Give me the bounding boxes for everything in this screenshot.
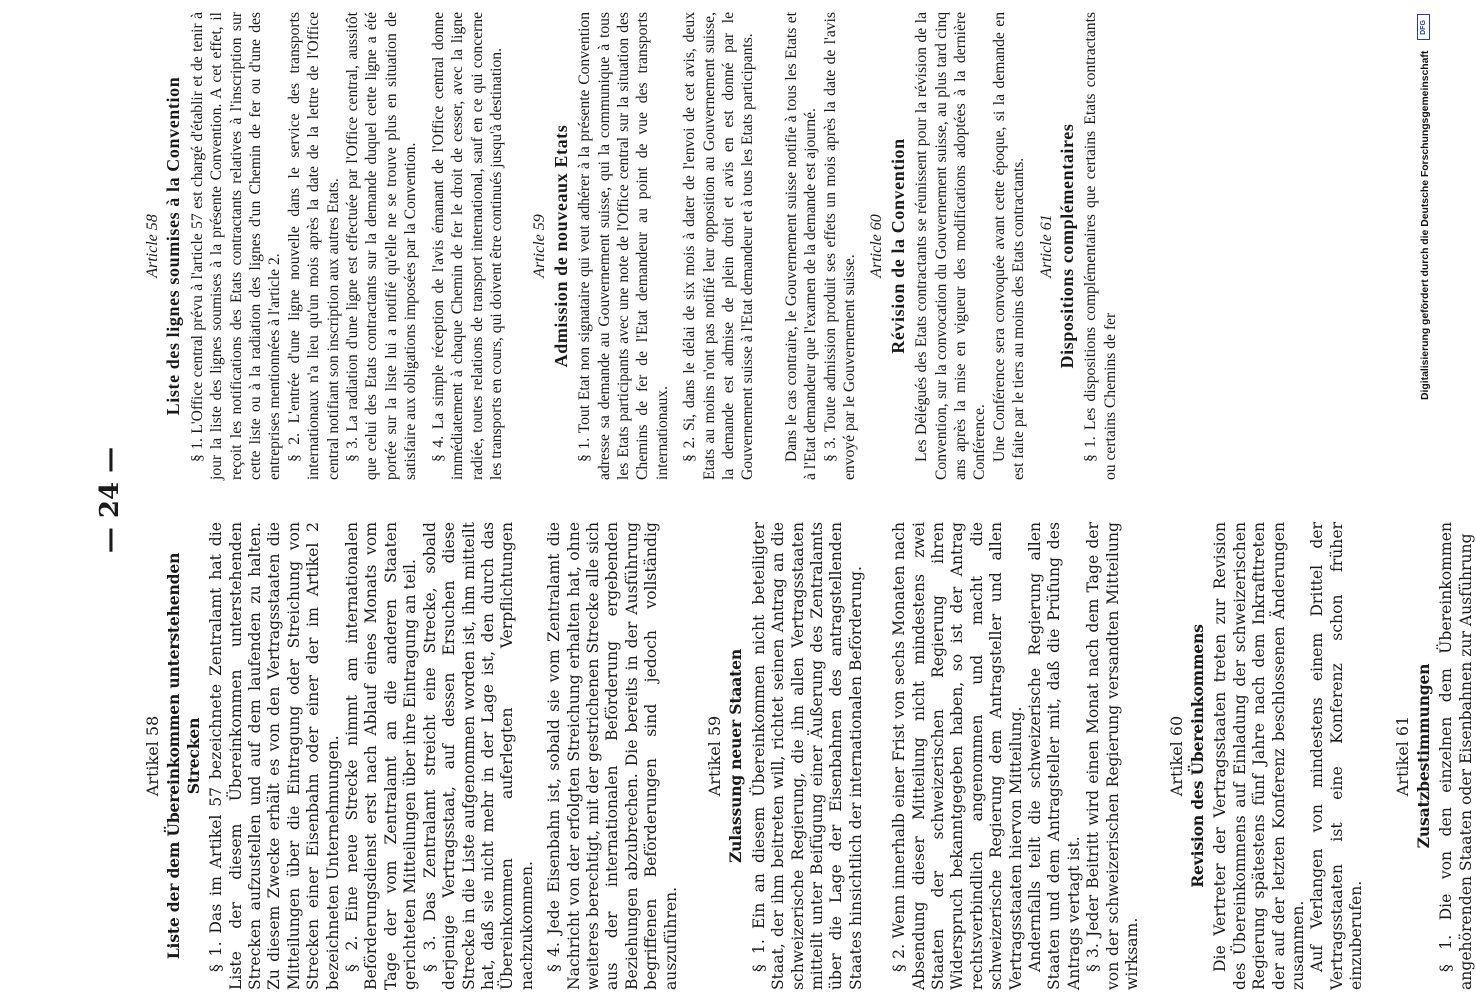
paragraph: § 2. L'entrée d'une ligne nouvelle dans le service des transports internationaux n'a lieu qu'un mois après la date de la lettre de l'Office central notifiant son inscription aux autres Etats. [285, 12, 342, 480]
article-heading: Artikel 60 [1166, 715, 1186, 797]
article-heading: Artikel 59 [704, 715, 724, 797]
paragraph: Andernfalls teilt die schweizerische Regierung allen Staaten und dem Antragsteller mit, daß die Prüfung des Antrags vertagt ist. [1026, 522, 1083, 990]
article-heading: Article 59 [531, 214, 549, 278]
paragraph: § 1. Die von den einzelnen dem Übereinkommen angehörenden Staaten oder Eisenbahnen zur Ausführung [1437, 522, 1475, 990]
digitization-credit-bar [1413, 8, 1433, 998]
paragraph: § 3. La radiation d'une ligne est effectuée par l'Office central, aussitôt que celui des Etats contractants sur la demande duquel cette ligne a été portée sur la liste lui a notifié qu'elle ne se trouve plus en situation de satisfaire aux obligations imposées par la Convention. [344, 12, 420, 480]
paragraph: § 1. L'Office central prévu à l'article 57 est chargé d'établir et de tenir à jour la liste des lignes soumises à la présente Convention. A cet effet, il reçoit les notifications des Etats contractants relatives à l'inscription sur cette liste ou à la radiation des lignes d'un Chemin de fer ou d'une des entreprises mentionnées à l'article 2. [188, 12, 284, 480]
paragraph: Auf Verlangen von mindestens einem Drittel der Vertragsstaaten ist eine Konferenz schon früher einzuberufen. [1308, 522, 1366, 990]
paragraph: § 4. Jede Eisenbahn ist, sobald sie vom Zentralamt die Nachricht von der erfolgten Streichung erhalten hat, ohne weiteres berechtigt, mit der gestrichenen Strecke alle sich aus der internationalen Beförderung ergebenden Beziehungen abzubrechen. Die bereits in der Ausführung begriffenen Beförderungen sind jedoch vollständig auszuführen. [545, 522, 680, 990]
dfg-logo-text: DFG [1420, 19, 1427, 35]
article-title: Revision des Übereinkommens [1187, 624, 1207, 888]
paragraph: § 2. Eine neue Strecke nimmt am internationalen Beförderungsdienst erst nach Ablauf eines Monats vom Tage der vom Zentralamt an die anderen Staaten gerichteten Mitteilungen über ihre Eintragung an teil. [343, 522, 420, 990]
paragraph: Une Conférence sera convoquée avant cette époque, si la demande en est faite par le tiers au moins des Etats contractants. [990, 12, 1028, 480]
article-heading: Article 58 [144, 214, 161, 278]
paragraph: § 1. Tout Etat non signataire qui veut adhérer à la présente Convention adresse sa demande au Gouvernement suisse, qui la communique à tous les Etats participants avec une note de l'Office central sur la situation des Chemins de fer de l'Etat demandeur au point de vue des transports internationaux. [576, 12, 671, 480]
paragraph: § 3. Das Zentralamt streicht eine Strecke, sobald derjenige Vertragsstaat, auf dessen Ersuchen diese Strecke in die Liste aufgenommen worden ist, ihm mitteilt hat, daß sie nicht mehr in der Lage ist, den durch das Übereinkommen auferlegten Verpflichtungen nachzukommen. [420, 522, 536, 990]
digitization-credit-text: Digitalisierung gefördert durch die Deutsche Forschungsgemeinschaft [1420, 50, 1431, 400]
paragraph: § 2. Wenn innerhalb einer Frist von sechs Monaten nach Absendung dieser Mitteilung nicht mindestens zwei Staaten der schweizerischen Regierung ihren Widerspruch bekanntgegeben haben, so ist der Antrag rechtsverbindlich angenommen und macht die schweizerische Regierung dem Antragsteller und allen Vertragsstaaten hiervon Mitteilung. [890, 522, 1025, 990]
article-heading: Artikel 58 [143, 715, 162, 797]
article-title: Zusatzbestimmungen [1413, 663, 1433, 849]
paragraph: Die Vertreter der Vertragsstaaten treten zur Revision des Übereinkommens auf Einladung der schweizerischen Regierung spätestens fünf Jahre nach dem Inkrafttreten der auf der letzten Konferenz beschlossenen Änderungen zusammen. [1211, 522, 1307, 990]
article-heading: Article 60 [868, 214, 886, 278]
article-title: Dispositions complémentaires [1057, 123, 1078, 369]
article-title: Liste des lignes soumises à la Convention [163, 76, 184, 416]
paragraph: Les Délégués des Etats contractants se réunissent pour la révision de la Convention, sur la convocation du Gouvernement suisse, au plus tard cinq ans après la mise en vigueur des modifications adoptées à la dernière Conférence. [913, 12, 989, 480]
paragraph: § 4. La simple réception de l'avis émanant de l'Office central donne immédiatement à chaque Chemin de fer le droit de cesser, avec la ligne radiée, toutes relations de transport international, sauf en ce qui concerne les transports en cours, qui doivent être continués jusqu'à destination. [429, 12, 505, 480]
paragraph: § 1. Ein an diesem Übereinkommen nicht beteiligter Staat, der ihm beitreten will, richtet seinen Antrag an die schweizerische Regierung, die ihn allen Vertragsstaaten mitteilt unter Beifügung einer Äußerung des Zentralamts über die Lage der Eisenbahnen des antragstellenden Staates hinsichtlich der internationalen Beförderung. [749, 522, 865, 990]
paragraph: Dans le cas contraire, le Gouvernement suisse notifie à tous les Etats et à l'Etat demandeur que l'examen de la demande est ajourné. [782, 12, 820, 480]
article-title: Admission de nouveaux Etats [550, 124, 571, 368]
paragraph: § 1. Les dispositions complémentaires que certains Etats contractants ou certains Chemins de fer [1082, 12, 1119, 480]
dfg-logo [1417, 14, 1430, 40]
article-heading: Artikel 61 [1392, 715, 1412, 797]
paragraph: § 1. Das im Artikel 57 bezeichnete Zentralamt hat die Liste der diesem Übereinkommen unterstehenden Strecken aufzustellen und auf dem laufenden zu halten. Zu diesem Zwecke erhält es von den Vertragsstaaten die Mitteilungen über die Eintragung oder Streichung von Strecken einer Eisenbahn oder einer der im Artikel 2 bezeichneten Unternehmungen. [207, 522, 342, 990]
paragraph: § 2. Si, dans le délai de six mois à dater de l'envoi de cet avis, deux Etats au moins n'ont pas notifié leur opposition au Gouvernement suisse, la demande est admise de plein droit et avis en est donné par le Gouvernement suisse à l'Etat demandeur et à tous les Etats participants. [681, 12, 757, 480]
article-heading: Article 61 [1037, 214, 1055, 278]
german-column [143, 522, 1476, 990]
french-column [143, 12, 1120, 480]
article-title: Liste der dem Übereinkommen unterstehenden Strecken [164, 552, 203, 960]
paragraph: § 3. Toute admission produit ses effets un mois après la date de l'avis envoyé par le Gouvernement suisse. [821, 12, 858, 480]
article-title: Révision de la Convention [887, 138, 908, 354]
article-title: Zulassung neuer Staaten [726, 649, 746, 864]
page-number: — 24 — [95, 446, 125, 554]
paragraph: § 3. Jeder Beitritt wird einen Monat nach dem Tage der von der schweizerischen Regierung versandten Mitteilung wirksam. [1084, 522, 1142, 990]
